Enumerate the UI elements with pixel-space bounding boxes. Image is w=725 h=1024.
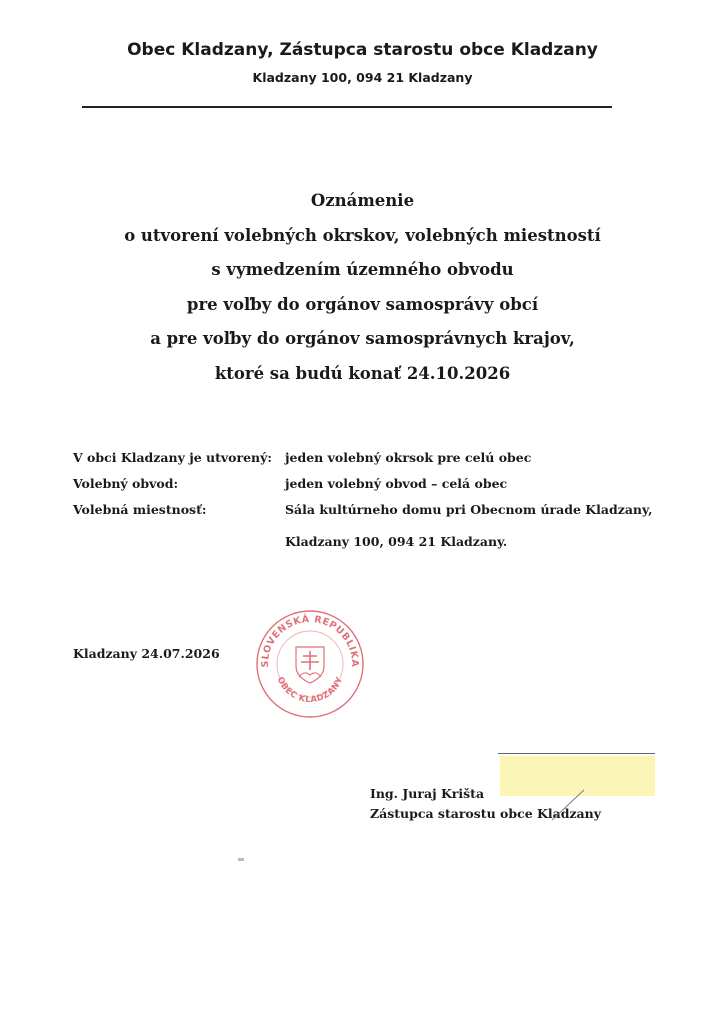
info-value: Sála kultúrneho domu pri Obecnom úrade Kladzany, [285,502,653,517]
info-label: Volebný obvod: [73,476,179,491]
stamp-bottom-text: OBEC KLADZANY [274,675,346,706]
info-label: Volebná miestnosť: [73,502,207,517]
notice-line: a pre voľby do orgánov samosprávnych krajov, [150,329,575,349]
signer-name: Ing. Juraj Krišta [370,786,485,801]
notice-title: Oznámenie [310,191,415,210]
info-value: jeden volebný obvod – celá obec [285,476,508,491]
notice-line: pre voľby do orgánov samosprávy obcí [186,294,539,314]
info-value: Kladzany 100, 094 21 Kladzany. [285,534,508,549]
notice-line: s vymedzením územného obvodu [211,260,514,280]
scan-speck [238,858,244,861]
info-label: V obci Kladzany je utvorený: [73,450,272,465]
notice-line: o utvorení volebných okrskov, volebných miestností [124,225,601,245]
header-divider [82,106,612,108]
notice-line: ktoré sa budú konať 24.10.2026 [214,363,511,383]
header-address: Kladzany 100, 094 21 Kladzany [252,70,473,85]
signature-stroke [548,786,588,826]
notice-heading [0,184,725,392]
signature-line [498,753,655,754]
coat-of-arms-icon [296,647,324,683]
document-date: Kladzany 24.07.2026 [73,646,220,661]
info-value: jeden volebný okrsok pre celú obec [285,450,532,465]
signer-role: Zástupca starostu obce Kladzany [370,806,602,821]
stamp-top-text: SLOVENSKÁ REPUBLIKA [259,613,361,668]
header-title: Obec Kladzany, Zástupca starostu obce Kladzany [127,40,598,60]
official-stamp [254,608,366,720]
